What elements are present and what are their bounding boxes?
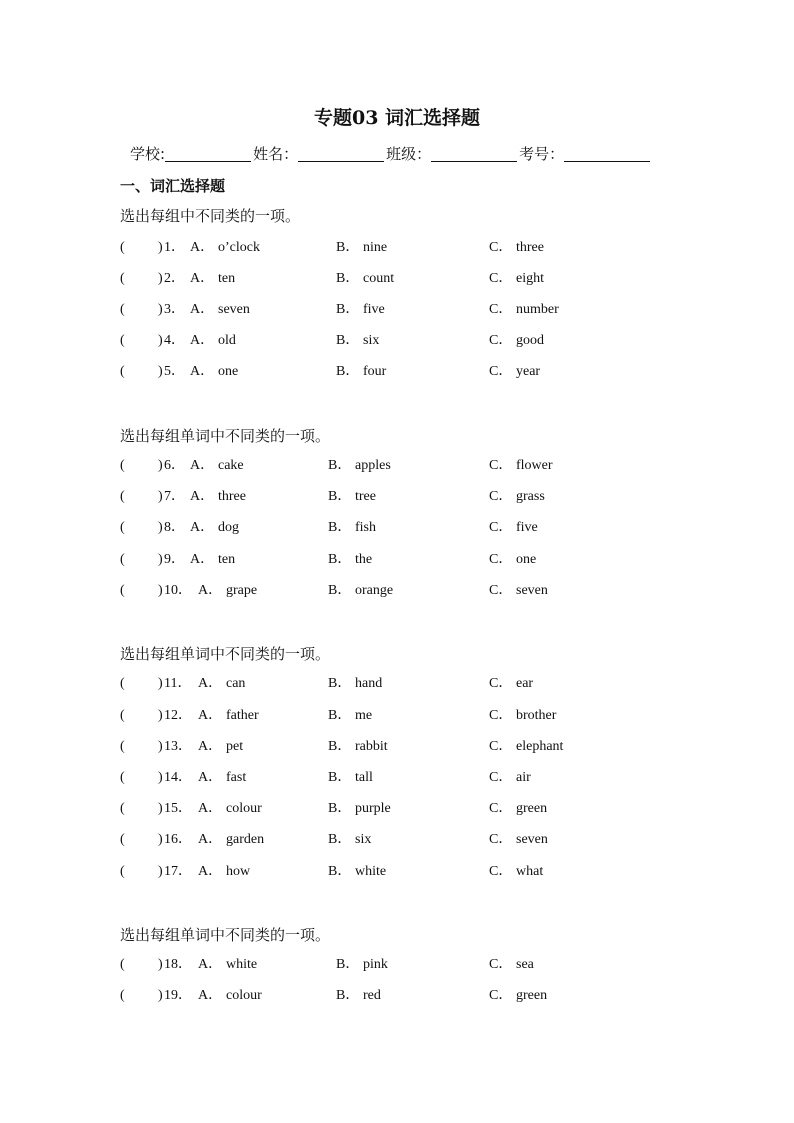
question-row [120, 362, 720, 382]
option-a-text: old [218, 333, 236, 348]
option-a-label: A． [198, 832, 223, 847]
answer-paren-close: ) [158, 520, 163, 535]
answer-paren-open[interactable]: ( [120, 988, 125, 1003]
option-b-text: nine [363, 240, 388, 255]
option-b-text: six [363, 333, 380, 348]
answer-paren-open[interactable]: ( [120, 708, 125, 723]
option-c-text: year [516, 364, 541, 379]
option-b-label: B． [328, 770, 352, 785]
question-row [120, 799, 720, 819]
question-number: 6． [164, 458, 185, 473]
question-number: 16． [164, 832, 192, 847]
question-number: 8． [164, 520, 185, 535]
option-c-label: C． [489, 364, 513, 379]
question-row [120, 955, 720, 975]
option-a-text: grape [226, 583, 258, 598]
option-a-label: A． [190, 520, 215, 535]
question-number: 10． [164, 583, 192, 598]
option-c-text: flower [516, 458, 553, 473]
option-b-label: B． [328, 676, 352, 691]
group-instruction: 选出每组中不同类的一项。 [120, 207, 301, 225]
question-row [120, 300, 720, 320]
name-blank[interactable] [298, 144, 384, 162]
question-row [120, 674, 720, 694]
question-number: 17． [164, 864, 192, 879]
question-number: 1． [164, 240, 185, 255]
option-c-label: C． [489, 676, 513, 691]
option-a-label: A． [190, 364, 215, 379]
option-b-text: me [355, 708, 373, 723]
option-b-text: five [363, 302, 385, 317]
option-c-label: C． [489, 708, 513, 723]
answer-paren-open[interactable]: ( [120, 489, 125, 504]
option-b-label: B． [336, 333, 360, 348]
answer-paren-close: ) [158, 770, 163, 785]
option-c-text: sea [516, 957, 534, 972]
answer-paren-open[interactable]: ( [120, 676, 125, 691]
option-a-text: ten [218, 271, 236, 286]
answer-paren-open[interactable]: ( [120, 520, 125, 535]
answer-paren-open[interactable]: ( [120, 271, 125, 286]
answer-paren-open[interactable]: ( [120, 770, 125, 785]
question-number: 12． [164, 708, 192, 723]
option-c-label: C． [489, 583, 513, 598]
option-b-label: B． [336, 302, 360, 317]
option-c-text: what [516, 864, 544, 879]
option-b-text: rabbit [355, 739, 388, 754]
option-c-label: C． [489, 739, 513, 754]
answer-paren-close: ) [158, 271, 163, 286]
option-c-text: good [516, 333, 544, 348]
option-a-label: A． [190, 271, 215, 286]
question-number: 14． [164, 770, 192, 785]
question-row [120, 986, 720, 1006]
option-b-label: B． [336, 988, 360, 1003]
option-c-label: C． [489, 832, 513, 847]
question-row [120, 768, 720, 788]
option-a-label: A． [198, 957, 223, 972]
answer-paren-close: ) [158, 864, 163, 879]
option-b-label: B． [336, 957, 360, 972]
option-b-text: pink [363, 957, 388, 972]
page-title: 专题03 词汇选择题 [313, 107, 481, 129]
class-label: 班级： [386, 145, 432, 163]
option-c-text: number [516, 302, 559, 317]
option-a-label: A． [198, 988, 223, 1003]
option-b-label: B． [328, 520, 352, 535]
option-b-label: B． [336, 240, 360, 255]
number-blank[interactable] [564, 144, 650, 162]
question-number: 9． [164, 552, 185, 567]
answer-paren-open[interactable]: ( [120, 240, 125, 255]
question-row [120, 862, 720, 882]
option-c-text: five [516, 520, 538, 535]
answer-paren-open[interactable]: ( [120, 801, 125, 816]
option-c-text: ear [516, 676, 534, 691]
question-row [120, 487, 720, 507]
option-a-label: A． [198, 583, 223, 598]
answer-paren-close: ) [158, 489, 163, 504]
class-blank[interactable] [431, 144, 517, 162]
option-a-label: A． [190, 240, 215, 255]
option-b-label: B． [328, 552, 352, 567]
option-a-label: A． [198, 676, 223, 691]
option-c-label: C． [489, 302, 513, 317]
option-a-text: o’clock [218, 240, 260, 255]
group-instruction: 选出每组单词中不同类的一项。 [120, 645, 331, 663]
option-c-text: air [516, 770, 531, 785]
answer-paren-open[interactable]: ( [120, 864, 125, 879]
school-blank[interactable] [165, 144, 251, 162]
answer-paren-close: ) [158, 988, 163, 1003]
answer-paren-open[interactable]: ( [120, 458, 125, 473]
option-c-label: C． [489, 520, 513, 535]
option-b-text: the [355, 552, 373, 567]
option-c-text: green [516, 988, 548, 1003]
answer-paren-close: ) [158, 333, 163, 348]
answer-paren-open[interactable]: ( [120, 333, 125, 348]
group-instruction: 选出每组单词中不同类的一项。 [120, 926, 331, 944]
option-b-label: B． [328, 458, 352, 473]
option-a-text: garden [226, 832, 265, 847]
option-a-text: fast [226, 770, 247, 785]
option-c-label: C． [489, 271, 513, 286]
option-b-label: B． [328, 708, 352, 723]
answer-paren-close: ) [158, 583, 163, 598]
answer-paren-open[interactable]: ( [120, 957, 125, 972]
question-row [120, 238, 720, 258]
option-b-label: B． [328, 489, 352, 504]
option-b-label: B． [328, 801, 352, 816]
option-c-label: C． [489, 458, 513, 473]
option-a-label: A． [198, 864, 223, 879]
answer-paren-close: ) [158, 676, 163, 691]
option-a-text: white [226, 957, 258, 972]
question-row [120, 331, 720, 351]
option-a-label: A． [198, 708, 223, 723]
answer-paren-close: ) [158, 801, 163, 816]
answer-paren-close: ) [158, 739, 163, 754]
question-row [120, 737, 720, 757]
option-b-text: six [355, 832, 372, 847]
question-number: 13． [164, 739, 192, 754]
option-b-label: B． [336, 364, 360, 379]
option-a-label: A． [198, 739, 223, 754]
question-number: 5． [164, 364, 185, 379]
question-row [120, 456, 720, 476]
question-row [120, 550, 720, 570]
option-b-text: tall [355, 770, 373, 785]
answer-paren-close: ) [158, 832, 163, 847]
question-row [120, 581, 720, 601]
option-a-text: father [226, 708, 259, 723]
group-instruction: 选出每组单词中不同类的一项。 [120, 427, 331, 445]
option-a-label: A． [190, 552, 215, 567]
question-number: 15． [164, 801, 192, 816]
option-a-label: A． [190, 458, 215, 473]
question-row [120, 706, 720, 726]
option-a-text: dog [218, 520, 239, 535]
option-b-text: fish [355, 520, 376, 535]
option-b-text: tree [355, 489, 376, 504]
option-b-label: B． [336, 271, 360, 286]
question-number: 2． [164, 271, 185, 286]
option-b-text: hand [355, 676, 383, 691]
option-c-text: seven [516, 583, 548, 598]
option-a-text: three [218, 489, 246, 504]
question-row [120, 269, 720, 289]
school-label: 学校: [130, 145, 166, 163]
option-a-text: one [218, 364, 239, 379]
option-b-label: B． [328, 739, 352, 754]
option-a-text: can [226, 676, 246, 691]
answer-paren-close: ) [158, 708, 163, 723]
answer-paren-close: ) [158, 552, 163, 567]
option-c-text: brother [516, 708, 557, 723]
option-a-text: cake [218, 458, 244, 473]
answer-paren-close: ) [158, 240, 163, 255]
option-a-text: colour [226, 801, 262, 816]
option-a-text: how [226, 864, 251, 879]
option-b-text: count [363, 271, 395, 286]
option-a-text: seven [218, 302, 250, 317]
option-c-text: eight [516, 271, 544, 286]
option-c-text: seven [516, 832, 548, 847]
option-c-text: grass [516, 489, 545, 504]
student-info-row [130, 143, 690, 164]
option-c-label: C． [489, 552, 513, 567]
answer-paren-close: ) [158, 302, 163, 317]
option-b-label: B． [328, 832, 352, 847]
question-number: 3． [164, 302, 185, 317]
number-label: 考号： [519, 145, 565, 163]
option-c-label: C． [489, 864, 513, 879]
option-b-text: orange [355, 583, 394, 598]
option-c-label: C． [489, 770, 513, 785]
option-c-text: green [516, 801, 548, 816]
section-heading: 一、词汇选择题 [120, 177, 226, 195]
option-b-text: purple [355, 801, 391, 816]
option-b-label: B． [328, 864, 352, 879]
option-b-text: apples [355, 458, 391, 473]
option-a-label: A． [198, 770, 223, 785]
option-a-text: colour [226, 988, 262, 1003]
answer-paren-close: ) [158, 458, 163, 473]
option-c-text: one [516, 552, 537, 567]
option-b-text: red [363, 988, 381, 1003]
answer-paren-close: ) [158, 364, 163, 379]
name-label: 姓名： [253, 145, 299, 163]
option-b-label: B． [328, 583, 352, 598]
question-row [120, 830, 720, 850]
question-number: 18． [164, 957, 192, 972]
option-c-label: C． [489, 333, 513, 348]
option-b-text: four [363, 364, 387, 379]
question-number: 7． [164, 489, 185, 504]
question-number: 4． [164, 333, 185, 348]
option-b-text: white [355, 864, 387, 879]
option-c-label: C． [489, 957, 513, 972]
option-c-label: C． [489, 801, 513, 816]
option-c-text: three [516, 240, 544, 255]
option-a-label: A． [190, 302, 215, 317]
question-number: 19． [164, 988, 192, 1003]
option-c-label: C． [489, 988, 513, 1003]
option-a-label: A． [198, 801, 223, 816]
answer-paren-close: ) [158, 957, 163, 972]
option-a-text: ten [218, 552, 236, 567]
question-number: 11． [164, 676, 192, 691]
answer-paren-open[interactable]: ( [120, 739, 125, 754]
answer-paren-open[interactable]: ( [120, 552, 125, 567]
answer-paren-open[interactable]: ( [120, 302, 125, 317]
question-row [120, 518, 720, 538]
option-a-text: pet [226, 739, 244, 754]
option-c-text: elephant [516, 739, 564, 754]
option-a-label: A． [190, 333, 215, 348]
option-c-label: C． [489, 489, 513, 504]
answer-paren-open[interactable]: ( [120, 364, 125, 379]
option-a-label: A． [190, 489, 215, 504]
answer-paren-open[interactable]: ( [120, 832, 125, 847]
option-c-label: C． [489, 240, 513, 255]
answer-paren-open[interactable]: ( [120, 583, 125, 598]
